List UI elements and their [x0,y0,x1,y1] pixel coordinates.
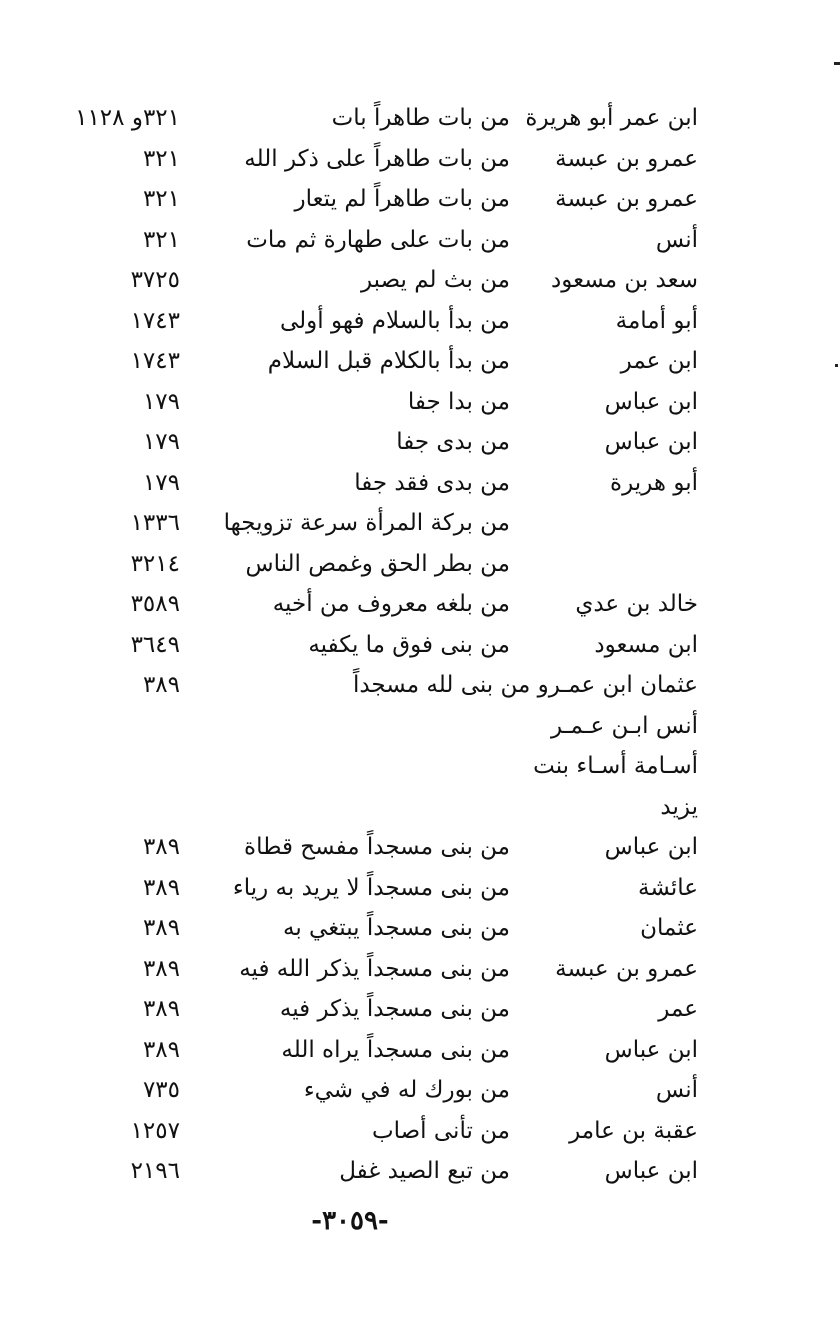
hadith-text: من بركة المرأة سرعة تزويجها [223,510,510,536]
reference-number: ٣٨٩ [142,996,180,1022]
hadith-text: من بدأ بالكلام قبل السلام [267,348,510,374]
narrator: سعد بن مسعود [550,267,698,293]
narrator: عقبة بن عامر [569,1117,698,1144]
narrator: عمرو بن عبسة [555,145,698,172]
index-row [40,179,720,220]
hadith-text: من بنى مسجداً مفسح قطاة [244,834,510,860]
reference-number: ٣٦٤٩ [130,631,180,658]
narrator: أنس [655,1077,698,1103]
hadith-text: من بنى مسجداً لا يريد به رياء [232,874,510,901]
index-row [40,260,720,301]
reference-number: ٣٨٩ [142,834,180,860]
index-row [40,706,720,747]
reference-number: ١٧٩ [142,429,180,455]
reference-number: ١٧٤٣ [130,307,180,334]
reference-number: ٣٧٢٥ [130,267,180,293]
hadith-text: من بدا جفا [407,388,510,415]
hadith-text: من بدأ بالسلام فهو أولى [280,307,510,334]
hadith-text: من بات طاهراً لم يتعار [294,186,510,212]
hadith-text: من بث لم يصبر [360,267,510,293]
index-row [40,625,720,666]
narrator: عمرو بن عبسة [555,955,698,982]
hadith-text: من بنى فوق ما يكفيه [308,631,510,658]
narrator: أبو هريرة [610,469,698,496]
narrator: عثمان [640,915,698,941]
index-row [40,382,720,423]
hadith-text: من بورك له في شيء [303,1077,510,1103]
index-row [40,746,720,787]
scan-edge-mark [835,364,838,367]
hadith-text: من بات طاهراً على ذكر الله [244,145,510,172]
hadith-text: من تأنى أصاب [371,1117,510,1144]
index-row [40,98,720,139]
reference-number: ٣٢١و ١١٢٨ [75,105,180,131]
reference-number: ٣٨٩ [142,955,180,982]
index-row [40,827,720,868]
reference-number: ٧٣٥ [142,1077,180,1103]
narrator: ابن مسعود [594,631,698,658]
index-row [40,422,720,463]
index-row [40,868,720,909]
reference-number: ١٣٣٦ [130,510,180,536]
reference-number: ٣٨٩ [142,672,180,698]
hadith-text: من بدى جفا [396,429,510,455]
narrator: أبو أمامة [615,307,698,334]
narrator: أنس [655,226,698,253]
scan-edge-mark [834,62,840,65]
narrator: عائشة [638,874,698,901]
hadith-text: من بدى فقد جفا [354,469,510,496]
narrator: ابن عباس [604,1036,698,1063]
reference-number: ٣٨٩ [142,1036,180,1063]
narrator: ابن عمر [620,348,698,374]
index-row [40,463,720,504]
index-row [40,341,720,382]
reference-number: ٣٨٩ [142,915,180,941]
index-row [40,1111,720,1152]
narrator: ابن عباس [604,1158,698,1184]
index-row [40,220,720,261]
hadith-text: من تبع الصيد غفل [339,1158,510,1184]
reference-number: ١٧٤٣ [130,348,180,374]
index-row [40,503,720,544]
narrator: ابن عمر أبو هريرة [525,105,698,131]
narrator: ابن عباس [604,834,698,860]
index-row [40,989,720,1030]
reference-number: ٣٢١٤ [130,550,180,577]
hadith-text: من بنى مسجداً يذكر فيه [279,996,510,1022]
index-row [40,584,720,625]
hadith-text: من بنى مسجداً يراه الله [281,1036,510,1063]
index-row [40,1070,720,1111]
index-row [40,665,720,706]
index-row [40,1030,720,1071]
narrator: عثمان ابن عمـرو من بنى لله مسجداً [352,672,698,698]
page-number: -٣٠٥٩- [311,1206,389,1236]
hadith-text: من بنى مسجداً يذكر الله فيه [239,955,510,982]
reference-number: ٣٢١ [142,145,180,172]
hadith-text: من بطر الحق وغمص الناس [245,550,510,577]
index-row [40,301,720,342]
hadith-text: من بلغه معروف من أخيه [272,591,510,617]
reference-number: ٣٥٨٩ [130,591,180,617]
reference-number: ٣٢١ [142,226,180,253]
hadith-index-list [40,98,720,1192]
reference-number: ١٧٩ [142,388,180,415]
narrator: ابن عباس [604,388,698,415]
narrator: أنس ابـن عـمـر [551,712,698,739]
index-row [40,908,720,949]
narrator: خالد بن عدي [575,591,698,617]
reference-number: ٢١٩٦ [130,1158,180,1184]
reference-number: ٣٨٩ [142,874,180,901]
index-row [40,139,720,180]
narrator: عمر [658,996,698,1022]
reference-number: ١٢٥٧ [130,1117,180,1144]
reference-number: ٣٢١ [142,186,180,212]
index-row [40,544,720,585]
narrator: يزيد [660,793,698,820]
hadith-text: من بات على طهارة ثم مات [246,226,510,253]
narrator: أسـامة أسـاء بنت [533,753,698,779]
reference-number: ١٧٩ [142,469,180,496]
index-row [40,1151,720,1192]
index-row [40,949,720,990]
hadith-text: من بات طاهراً بات [331,105,510,131]
narrator: ابن عباس [604,429,698,455]
narrator: عمرو بن عبسة [555,186,698,212]
index-row [40,787,720,828]
hadith-text: من بنى مسجداً يبتغي به [282,915,510,941]
